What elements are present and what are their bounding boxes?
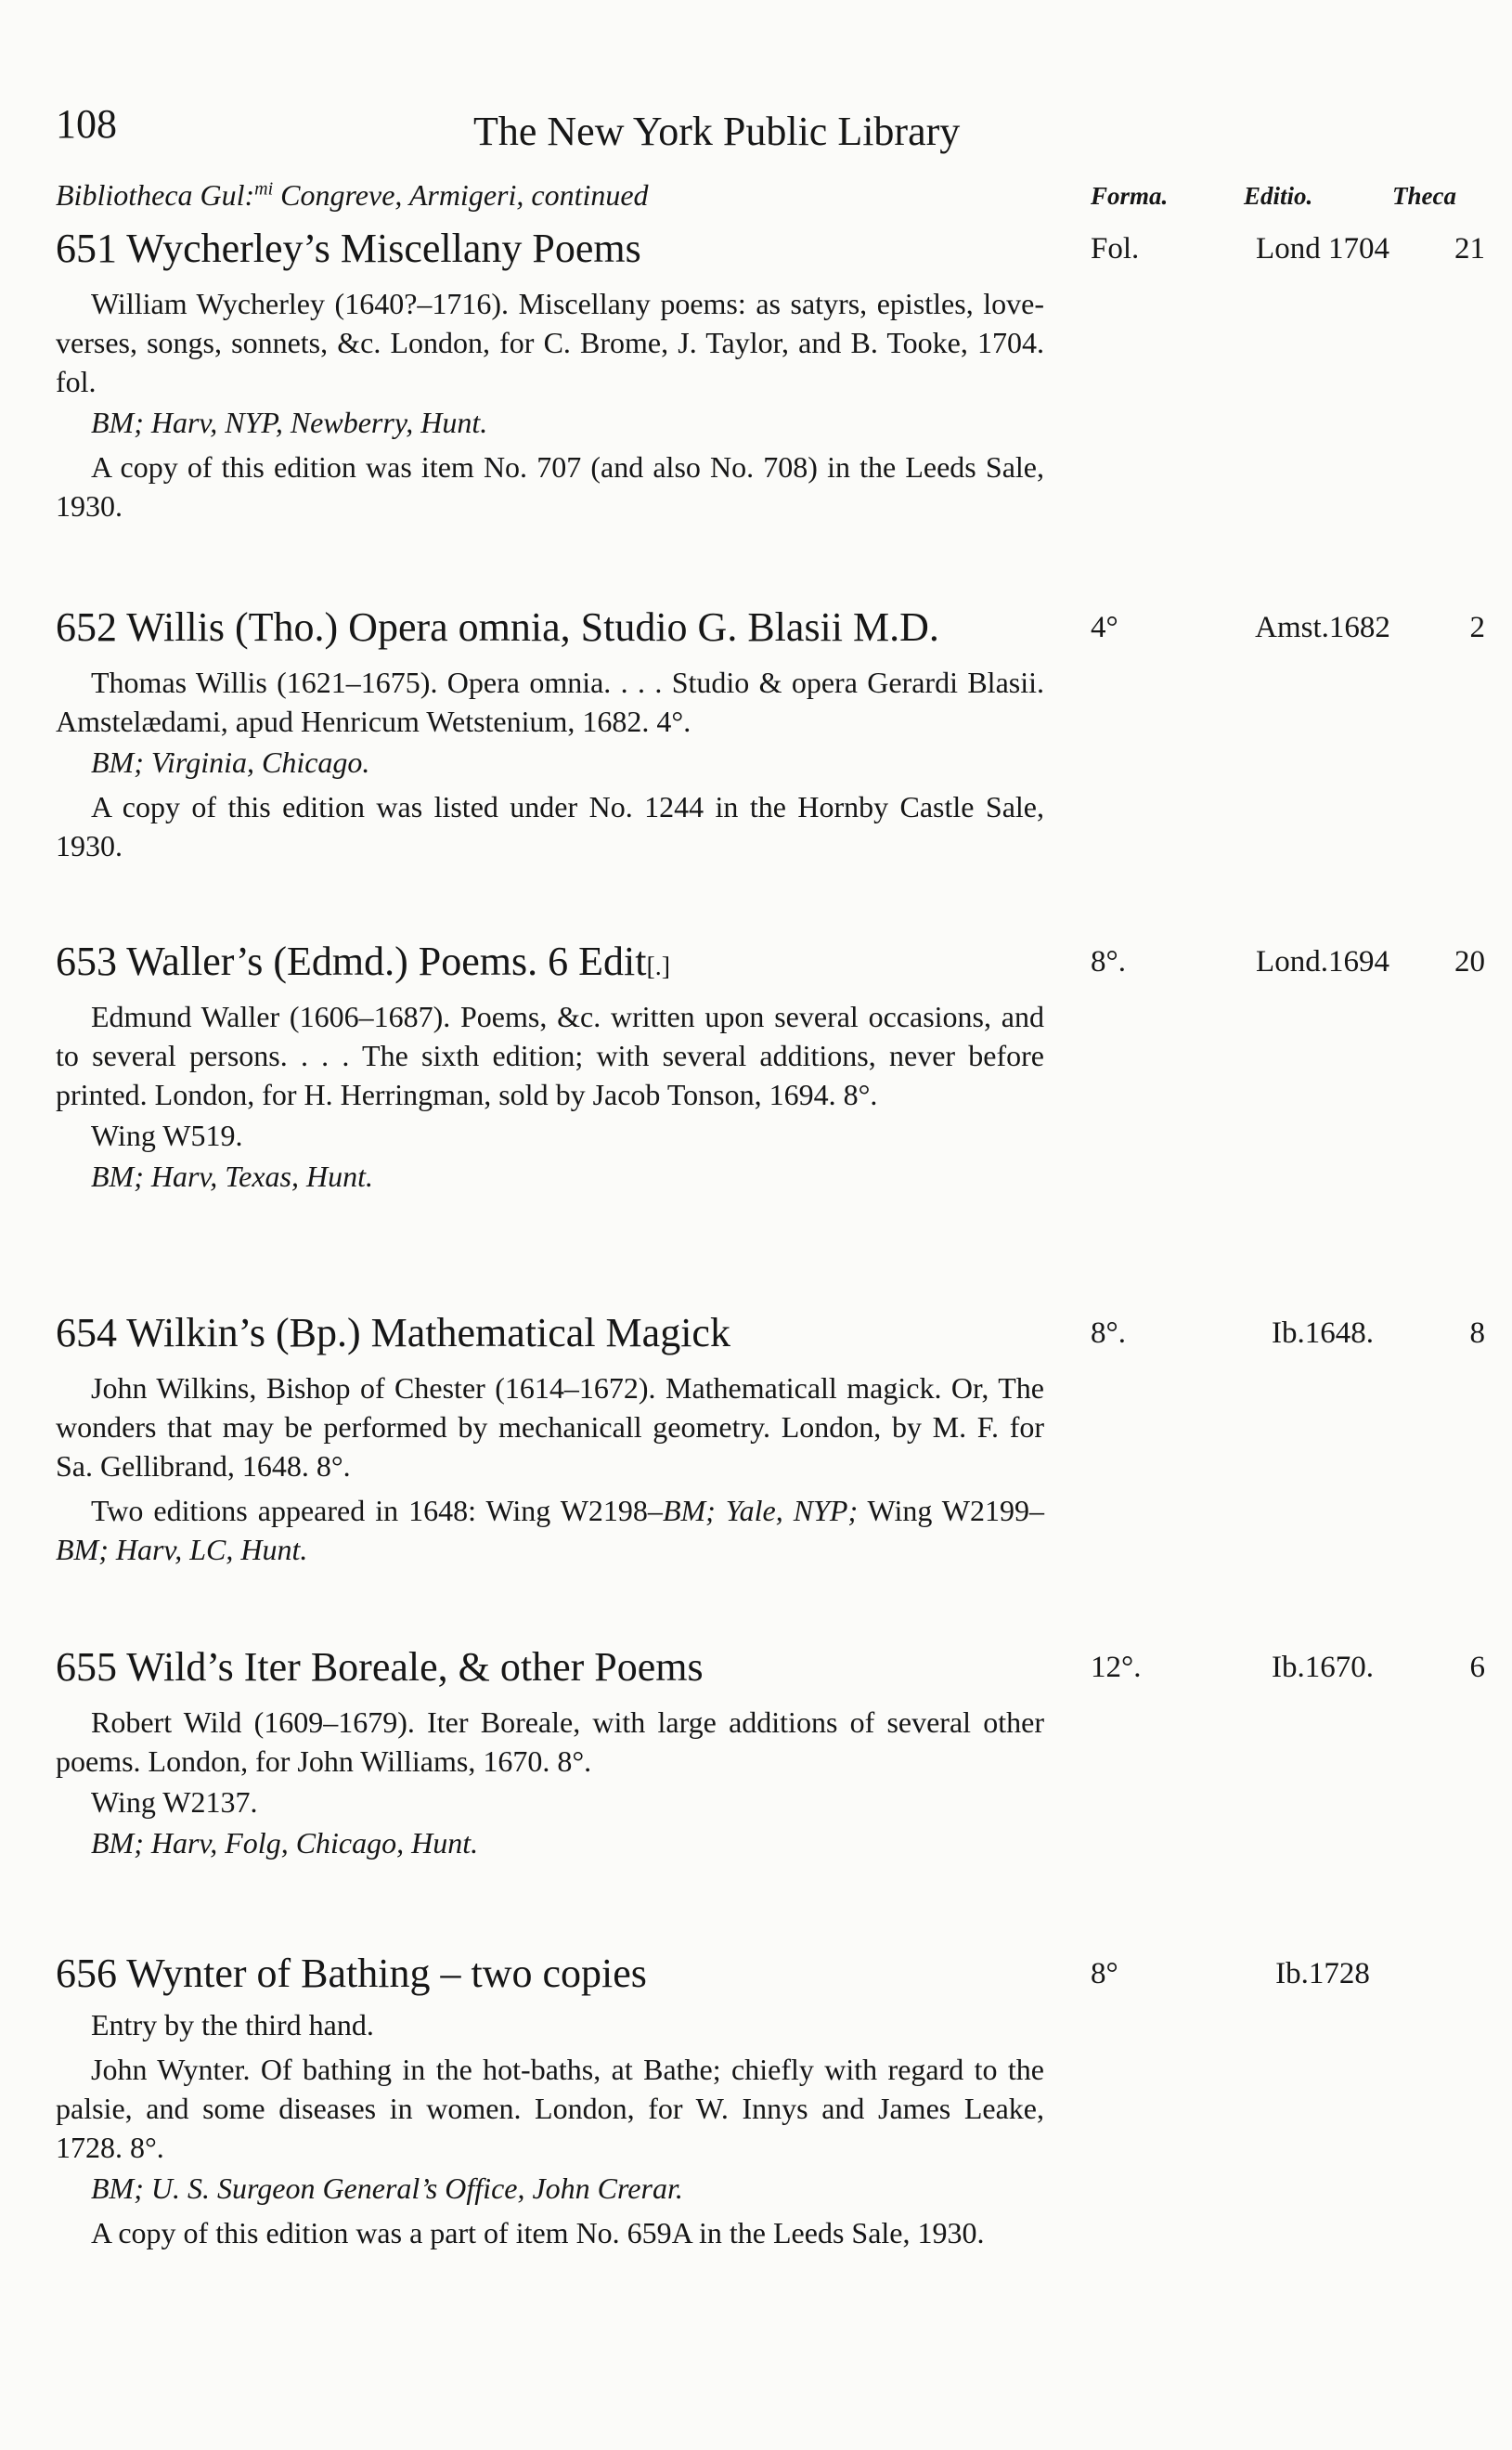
entry-description: Edmund Waller (1606–1687). Poems, &c. written upon several occasions, and to several persons. . . . The sixth edition; with several additions, never before printed. London, for H. Herringman, sold by Jacob Tonson, 1694. 8°.: [56, 1000, 1044, 1111]
page-header: [56, 100, 1049, 156]
entry-editio: Lond 1704: [1256, 232, 1389, 266]
entry-description: John Wilkins, Bishop of Chester (1614–1672). Mathematicall magick. Or, The wonders that may be performed by mechanicall geometry. London, by M. F. for Sa. Gellibrand, 1648. 8°.: [56, 1371, 1044, 1483]
entry-forma: 12°.: [1091, 1651, 1142, 1684]
catalog-entry-651: [56, 225, 1485, 525]
entry-locations: BM; Harv, Folg, Chicago, Hunt.: [91, 1826, 479, 1860]
entry-title-row: [56, 1309, 1485, 1363]
entry-title: 651 Wycherley’s Miscellany Poems: [56, 226, 641, 271]
entry-wing: Wing W2137.: [91, 1785, 258, 1819]
entry-note: Two editions appeared in 1648: Wing W2198–BM; Yale, NYP; Wing W2199–BM; Harv, LC, Hunt.: [56, 1494, 1045, 1566]
entry-title: 652 Willis (Tho.) Opera omnia, Studio G. Blasii M.D.: [56, 604, 939, 650]
entry-note: A copy of this edition was a part of item No. 659A in the Leeds Sale, 1930.: [91, 2216, 985, 2249]
catalog-entry-653: [56, 938, 1485, 1196]
entry-theca: 8: [1469, 1316, 1485, 1350]
entry-theca: 20: [1454, 945, 1485, 979]
entry-theca: 2: [1469, 611, 1485, 644]
entry-body: [56, 997, 1044, 1196]
entry-title-row: [56, 1643, 1485, 1697]
column-heading-forma: Forma.: [1091, 182, 1169, 210]
entry-hand-note: Entry by the third hand.: [91, 2008, 374, 2042]
entry-body: [56, 284, 1044, 525]
entry-description: John Wynter. Of bathing in the hot-baths, at Bathe; chiefly with regard to the palsie, and some diseases in women. London, for W. Innys and James Leake, 1728. 8°.: [56, 2053, 1044, 2164]
entry-body: [56, 1368, 1044, 1569]
entry-forma: Fol.: [1091, 232, 1140, 266]
page-number: 108: [56, 101, 117, 147]
editorial-bracket: [.]: [646, 953, 671, 981]
entry-title: 656 Wynter of Bathing – two copies: [56, 1951, 647, 1996]
collection-subheading: [56, 178, 1485, 215]
entry-body: [56, 2005, 1044, 2252]
entry-title-row: [56, 225, 1485, 279]
running-title: The New York Public Library: [473, 109, 961, 154]
entry-forma: 8°: [1091, 1957, 1118, 1990]
entry-body: [56, 1703, 1044, 1862]
entry-locations: BM; U. S. Surgeon General’s Office, John Crerar.: [91, 2171, 683, 2205]
catalog-entry-654: [56, 1309, 1485, 1569]
column-heading-theca: Theca: [1392, 182, 1456, 210]
catalog-entry-655: [56, 1643, 1485, 1862]
entry-editio: Ib.1648.: [1272, 1316, 1374, 1350]
entry-title: 655 Wild’s Iter Boreale, & other Poems: [56, 1644, 704, 1690]
entry-forma: 8°.: [1091, 945, 1126, 979]
entry-title-row: [56, 1950, 1485, 2003]
entry-title: 654 Wilkin’s (Bp.) Mathematical Magick: [56, 1310, 730, 1355]
entry-forma: 4°: [1091, 611, 1118, 644]
entry-note: A copy of this edition was listed under No. 1244 in the Hornby Castle Sale, 1930.: [56, 790, 1044, 862]
entry-theca: 21: [1454, 232, 1485, 266]
catalog-entry-656: [56, 1950, 1485, 2252]
entry-description: Robert Wild (1609–1679). Iter Boreale, with large additions of several other poems. London, for John Williams, 1670. 8°.: [56, 1705, 1044, 1778]
entry-editio: Ib.1728: [1275, 1957, 1370, 1990]
catalog-entry-652: [56, 603, 1485, 865]
entry-wing: Wing W519.: [91, 1119, 243, 1152]
entry-title-row: [56, 938, 1485, 992]
entry-locations: BM; Virginia, Chicago.: [91, 745, 370, 779]
entry-editio: Lond.1694: [1256, 945, 1389, 979]
entry-theca: 6: [1469, 1651, 1485, 1684]
entry-locations: BM; Harv, Texas, Hunt.: [91, 1160, 373, 1193]
subheading-text: Bibliotheca Gul:$^{mi}$ Congreve, Armigeri, continued: [56, 178, 649, 212]
entry-body: [56, 663, 1044, 865]
entry-forma: 8°.: [1091, 1316, 1126, 1350]
entry-description: William Wycherley (1640?–1716). Miscellany poems: as satyrs, epistles, love-verses, songs, sonnets, &c. London, for C. Brome, J. Taylor, and B. Tooke, 1704. fol.: [56, 287, 1044, 398]
entry-description: Thomas Willis (1621–1675). Opera omnia. . . . Studio & opera Gerardi Blasii. Amstelædami, apud Henricum Wetstenium, 1682. 4°.: [56, 666, 1044, 738]
entry-title: 653 Waller’s (Edmd.) Poems. 6 Edit[.]: [56, 939, 671, 984]
column-heading-editio: Editio.: [1244, 182, 1313, 210]
entry-title-row: [56, 603, 1485, 657]
entry-editio: Ib.1670.: [1272, 1651, 1374, 1684]
entry-locations: BM; Harv, NYP, Newberry, Hunt.: [91, 406, 488, 439]
entry-note: A copy of this edition was item No. 707 (and also No. 708) in the Leeds Sale, 1930.: [56, 450, 1044, 523]
entry-editio: Amst.1682: [1255, 611, 1390, 644]
